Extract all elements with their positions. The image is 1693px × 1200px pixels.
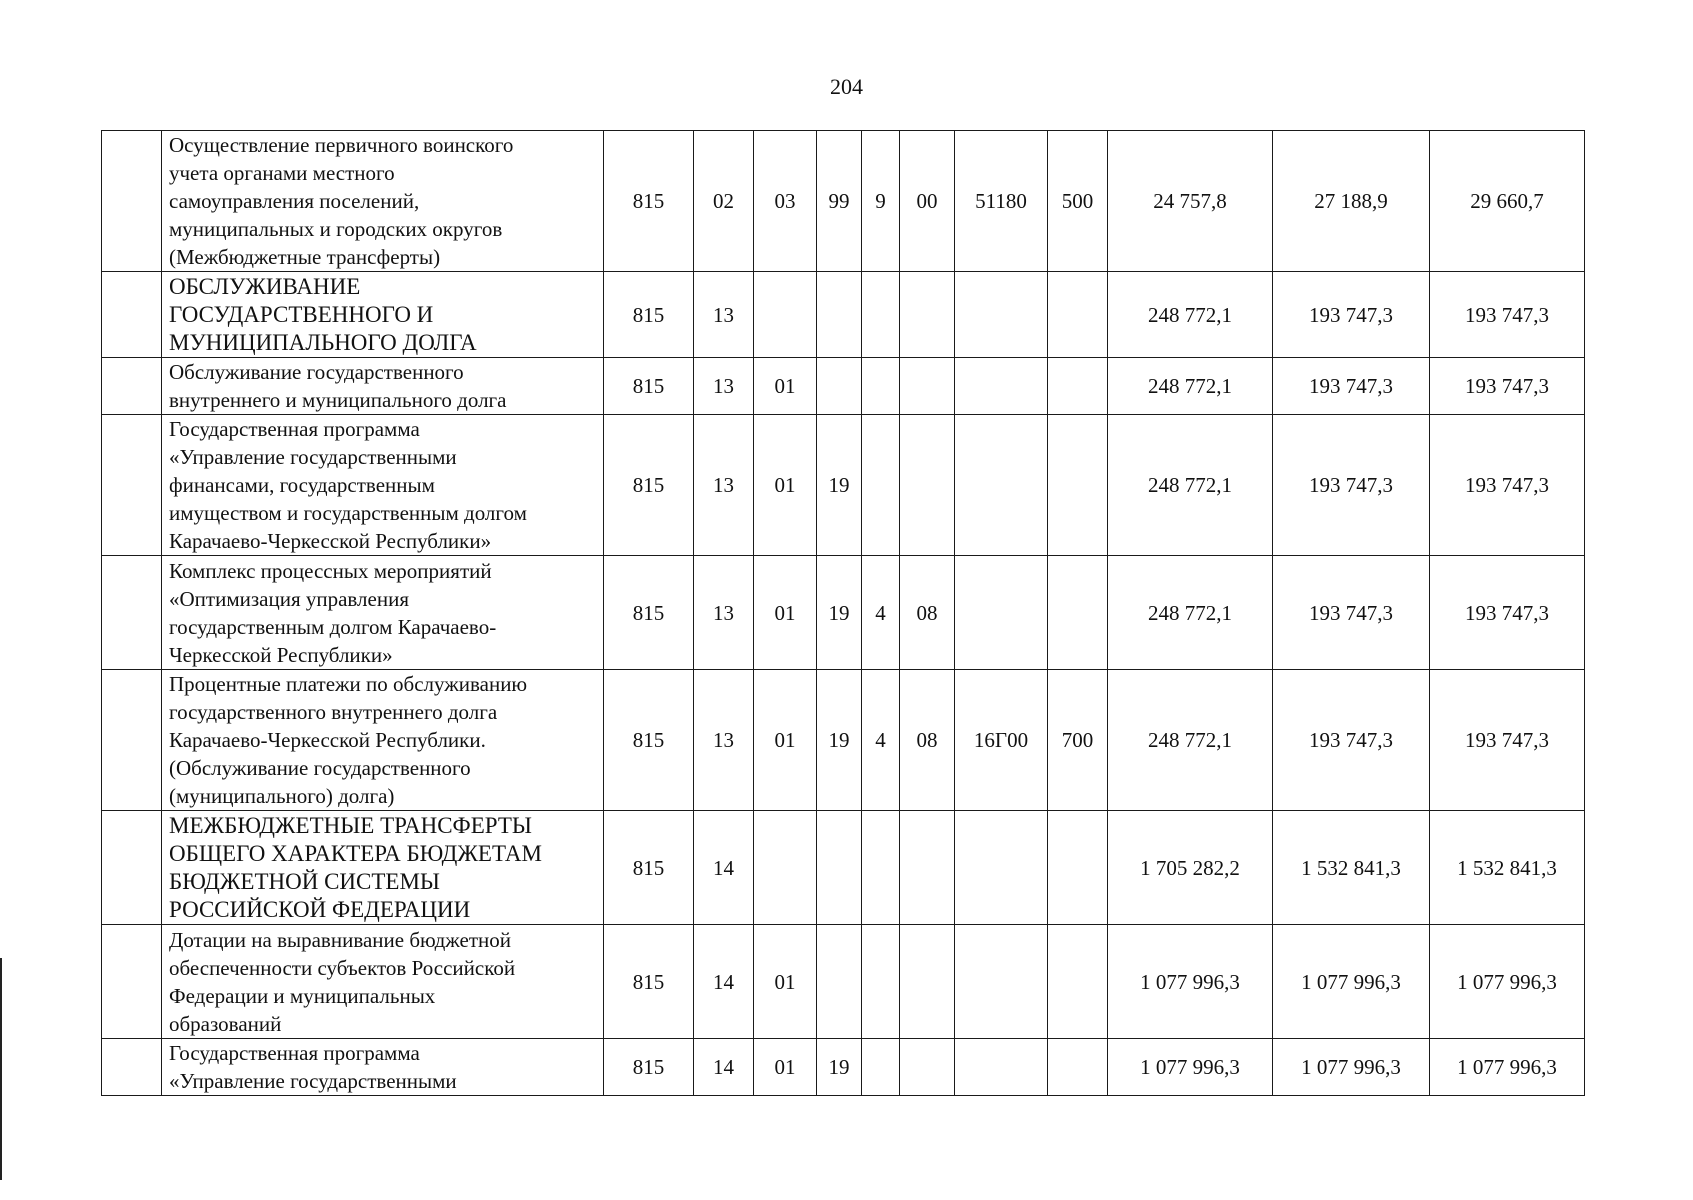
- amount-year3-cell: 193 747,3: [1430, 272, 1585, 358]
- section-code-cell: 13: [694, 415, 754, 556]
- measure-code-cell: [900, 1039, 955, 1096]
- expense-type-code-cell: [1048, 811, 1108, 925]
- table-row: [102, 811, 1585, 925]
- program-code-cell: [817, 925, 862, 1039]
- grbs-code-cell: 815: [604, 131, 694, 272]
- direction-code-cell: [955, 556, 1048, 670]
- expense-type-code-cell: [1048, 925, 1108, 1039]
- section-code-cell: 13: [694, 272, 754, 358]
- first-column-cell: [102, 670, 162, 811]
- table-row: [102, 272, 1585, 358]
- direction-code-cell: [955, 272, 1048, 358]
- direction-code-cell: [955, 925, 1048, 1039]
- section-code-cell: 14: [694, 925, 754, 1039]
- program-code-cell: 19: [817, 670, 862, 811]
- amount-year1-cell: 1 705 282,2: [1108, 811, 1273, 925]
- direction-code-cell: [955, 811, 1048, 925]
- subprogram-code-cell: [862, 811, 900, 925]
- section-code-cell: 14: [694, 811, 754, 925]
- amount-year1-cell: 248 772,1: [1108, 670, 1273, 811]
- measure-code-cell: [900, 358, 955, 415]
- direction-code-cell: [955, 415, 1048, 556]
- measure-code-cell: [900, 811, 955, 925]
- expense-type-code-cell: [1048, 272, 1108, 358]
- table-body: [102, 131, 1585, 1096]
- section-code-cell: 13: [694, 670, 754, 811]
- amount-year3-cell: 1 077 996,3: [1430, 1039, 1585, 1096]
- scan-margin-line: [0, 958, 2, 1180]
- subsection-code-cell: 03: [754, 131, 817, 272]
- expense-type-code-cell: [1048, 1039, 1108, 1096]
- amount-year2-cell: 1 077 996,3: [1273, 925, 1430, 1039]
- first-column-cell: [102, 556, 162, 670]
- subprogram-code-cell: 4: [862, 556, 900, 670]
- grbs-code-cell: 815: [604, 272, 694, 358]
- program-code-cell: [817, 358, 862, 415]
- amount-year2-cell: 193 747,3: [1273, 358, 1430, 415]
- amount-year2-cell: 1 532 841,3: [1273, 811, 1430, 925]
- amount-year2-cell: 27 188,9: [1273, 131, 1430, 272]
- program-code-cell: [817, 811, 862, 925]
- table-row: [102, 358, 1585, 415]
- amount-year2-cell: 193 747,3: [1273, 670, 1430, 811]
- amount-year3-cell: 1 077 996,3: [1430, 925, 1585, 1039]
- direction-code-cell: 51180: [955, 131, 1048, 272]
- expense-type-code-cell: [1048, 415, 1108, 556]
- budget-table: [101, 130, 1585, 1096]
- description-cell: ОБСЛУЖИВАНИЕ ГОСУДАРСТВЕННОГО И МУНИЦИПАЛЬНОГО ДОЛГА: [162, 272, 604, 358]
- amount-year2-cell: 1 077 996,3: [1273, 1039, 1430, 1096]
- amount-year2-cell: 193 747,3: [1273, 272, 1430, 358]
- section-code-cell: 14: [694, 1039, 754, 1096]
- amount-year1-cell: 24 757,8: [1108, 131, 1273, 272]
- first-column-cell: [102, 358, 162, 415]
- table-row: [102, 556, 1585, 670]
- table-row: [102, 670, 1585, 811]
- subsection-code-cell: 01: [754, 358, 817, 415]
- section-code-cell: 13: [694, 556, 754, 670]
- amount-year3-cell: 193 747,3: [1430, 556, 1585, 670]
- first-column-cell: [102, 811, 162, 925]
- subprogram-code-cell: [862, 272, 900, 358]
- page-number: 204: [830, 74, 863, 99]
- first-column-cell: [102, 272, 162, 358]
- amount-year1-cell: 248 772,1: [1108, 272, 1273, 358]
- section-code-cell: 13: [694, 358, 754, 415]
- subsection-code-cell: 01: [754, 925, 817, 1039]
- amount-year3-cell: 1 532 841,3: [1430, 811, 1585, 925]
- description-cell: Обслуживание государственного внутреннего и муниципального долга: [162, 358, 604, 415]
- amount-year2-cell: 193 747,3: [1273, 556, 1430, 670]
- table-row: [102, 1039, 1585, 1096]
- amount-year1-cell: 248 772,1: [1108, 556, 1273, 670]
- subprogram-code-cell: [862, 415, 900, 556]
- description-cell: Процентные платежи по обслуживанию государственного внутреннего долга Карачаево-Черкесской Республики. (Обслуживание государственного (муниципального) долга): [162, 670, 604, 811]
- program-code-cell: 99: [817, 131, 862, 272]
- description-cell: Государственная программа «Управление государственными: [162, 1039, 604, 1096]
- measure-code-cell: 08: [900, 670, 955, 811]
- subprogram-code-cell: [862, 358, 900, 415]
- measure-code-cell: 08: [900, 556, 955, 670]
- program-code-cell: 19: [817, 556, 862, 670]
- program-code-cell: 19: [817, 1039, 862, 1096]
- measure-code-cell: [900, 925, 955, 1039]
- direction-code-cell: 16Г00: [955, 670, 1048, 811]
- measure-code-cell: [900, 415, 955, 556]
- program-code-cell: [817, 272, 862, 358]
- amount-year2-cell: 193 747,3: [1273, 415, 1430, 556]
- expense-type-code-cell: 700: [1048, 670, 1108, 811]
- grbs-code-cell: 815: [604, 925, 694, 1039]
- amount-year3-cell: 193 747,3: [1430, 415, 1585, 556]
- description-cell: МЕЖБЮДЖЕТНЫЕ ТРАНСФЕРТЫ ОБЩЕГО ХАРАКТЕРА БЮДЖЕТАМ БЮДЖЕТНОЙ СИСТЕМЫ РОССИЙСКОЙ ФЕДЕРАЦИИ: [162, 811, 604, 925]
- table-row: [102, 925, 1585, 1039]
- table-row: [102, 415, 1585, 556]
- description-cell: Осуществление первичного воинского учета органами местного самоуправления поселений, муниципальных и городских округов (Межбюджетные трансферты): [162, 131, 604, 272]
- grbs-code-cell: 815: [604, 811, 694, 925]
- program-code-cell: 19: [817, 415, 862, 556]
- description-cell: Государственная программа «Управление государственными финансами, государственным имуществом и государственным долгом Карачаево-Черкесской Республики»: [162, 415, 604, 556]
- grbs-code-cell: 815: [604, 1039, 694, 1096]
- subprogram-code-cell: [862, 1039, 900, 1096]
- subsection-code-cell: [754, 811, 817, 925]
- grbs-code-cell: 815: [604, 670, 694, 811]
- measure-code-cell: 00: [900, 131, 955, 272]
- amount-year1-cell: 1 077 996,3: [1108, 925, 1273, 1039]
- amount-year1-cell: 248 772,1: [1108, 358, 1273, 415]
- grbs-code-cell: 815: [604, 556, 694, 670]
- description-cell: Дотации на выравнивание бюджетной обеспеченности субъектов Российской Федерации и муниципальных образований: [162, 925, 604, 1039]
- amount-year3-cell: 193 747,3: [1430, 670, 1585, 811]
- amount-year3-cell: 29 660,7: [1430, 131, 1585, 272]
- amount-year3-cell: 193 747,3: [1430, 358, 1585, 415]
- subsection-code-cell: 01: [754, 670, 817, 811]
- grbs-code-cell: 815: [604, 415, 694, 556]
- first-column-cell: [102, 415, 162, 556]
- measure-code-cell: [900, 272, 955, 358]
- first-column-cell: [102, 1039, 162, 1096]
- subsection-code-cell: 01: [754, 415, 817, 556]
- first-column-cell: [102, 131, 162, 272]
- direction-code-cell: [955, 358, 1048, 415]
- first-column-cell: [102, 925, 162, 1039]
- subsection-code-cell: 01: [754, 556, 817, 670]
- subprogram-code-cell: 4: [862, 670, 900, 811]
- subprogram-code-cell: [862, 925, 900, 1039]
- amount-year1-cell: 1 077 996,3: [1108, 1039, 1273, 1096]
- expense-type-code-cell: [1048, 556, 1108, 670]
- description-cell: Комплекс процессных мероприятий «Оптимизация управления государственным долгом Карачаево- Черкесской Республики»: [162, 556, 604, 670]
- subsection-code-cell: [754, 272, 817, 358]
- expense-type-code-cell: [1048, 358, 1108, 415]
- subsection-code-cell: 01: [754, 1039, 817, 1096]
- grbs-code-cell: 815: [604, 358, 694, 415]
- direction-code-cell: [955, 1039, 1048, 1096]
- table-row: [102, 131, 1585, 272]
- expense-type-code-cell: 500: [1048, 131, 1108, 272]
- section-code-cell: 02: [694, 131, 754, 272]
- amount-year1-cell: 248 772,1: [1108, 415, 1273, 556]
- subprogram-code-cell: 9: [862, 131, 900, 272]
